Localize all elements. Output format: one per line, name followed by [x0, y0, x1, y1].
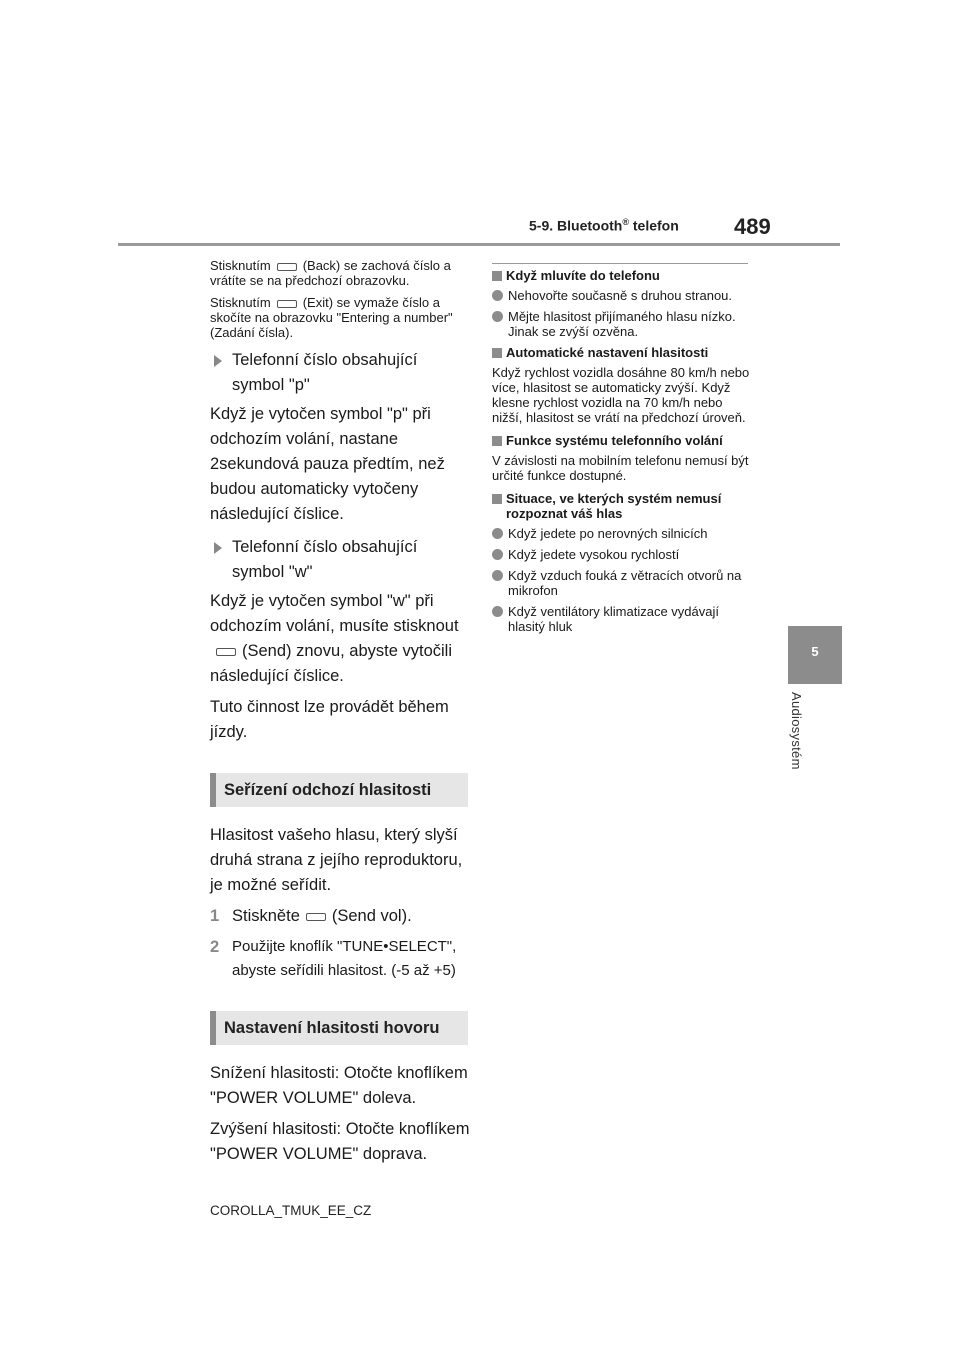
note-heading: Funkce systému telefonního volání [492, 433, 752, 448]
circle-bullet-icon [492, 528, 503, 539]
note-bullet: Mějte hlasitost přijímaného hlasu nízko. Jinak se zvýší ozvěna. [492, 309, 752, 339]
call-volume-increase: Zvýšení hlasitosti: Otočte knoflíkem "POWER VOLUME" doprava. [210, 1120, 470, 1163]
note-heading: Automatické nastavení hlasitosti [492, 345, 752, 360]
note-bullet: Když jedete vysokou rychlostí [492, 547, 752, 562]
document-code: COROLLA_TMUK_EE_CZ [210, 1203, 372, 1218]
note-bullet: Když jedete po nerovných silnicích [492, 526, 752, 541]
square-bullet-icon [492, 494, 502, 504]
chapter-tab-label: Audiosystém [789, 692, 804, 770]
back-note: Stisknutím (Back) se zachová číslo a vrátíte se na předchozí obrazovku. [210, 258, 451, 288]
triangle-bullet-icon [214, 355, 222, 367]
subsection-symbol-p: Telefonní číslo obsahující symbol "p" [210, 348, 472, 398]
note-text: V závislosti na mobilním telefonu nemusí být určité funkce dostupné. [492, 453, 749, 483]
square-bullet-icon [492, 348, 502, 358]
page-number: 489 [734, 214, 771, 239]
note-bullet: Když vzduch fouká z větracích otvorů na mikrofon [492, 568, 752, 598]
send-vol-button-icon [306, 913, 326, 921]
exit-button-icon [277, 300, 297, 308]
note-text: Když rychlost vozidla dosáhne 80 km/h nebo více, hlasitost se automaticky zvýší. Když klesne rychlost vozidla na 70 km/h nebo nižší, hlasitost se vrátí na předchozí úroveň. [492, 365, 750, 425]
section-title: 5-9. Bluetooth® telefon [529, 217, 679, 234]
left-column [210, 258, 472, 1173]
circle-bullet-icon [492, 311, 503, 322]
subsection-symbol-w: Telefonní číslo obsahující symbol "w" [210, 535, 472, 585]
square-bullet-icon [492, 436, 502, 446]
heading-outgoing-volume: Seřízení odchozí hlasitosti [210, 773, 468, 807]
circle-bullet-icon [492, 570, 503, 581]
note-heading: Situace, ve kterých systém nemusí rozpoznat váš hlas [492, 491, 752, 521]
outgoing-volume-text: Hlasitost vašeho hlasu, který slyší druhá strana z jejího reproduktoru, je možné seřídit. [210, 826, 463, 894]
circle-bullet-icon [492, 549, 503, 560]
note-bullet: Když ventilátory klimatizace vydávají hlasitý hluk [492, 604, 752, 634]
chapter-tab-number: 5 [811, 644, 819, 659]
step-1: 1 Stiskněte (Send vol). [210, 907, 412, 925]
send-button-icon [216, 648, 236, 656]
right-column [492, 262, 752, 640]
square-bullet-icon [492, 271, 502, 281]
driving-note: Tuto činnost lze provádět během jízdy. [210, 698, 449, 741]
step-2: 2 Použijte knoflík "TUNE•SELECT", abyste seřídili hlasitost. (-5 až +5) [210, 938, 457, 979]
heading-call-volume: Nastavení hlasitosti hovoru [210, 1011, 468, 1045]
circle-bullet-icon [492, 290, 503, 301]
note-heading: Když mluvíte do telefonu [492, 268, 752, 283]
note-bullet: Nehovořte současně s druhou stranou. [492, 288, 752, 303]
circle-bullet-icon [492, 606, 503, 617]
exit-note: Stisknutím (Exit) se vymaže číslo a skočíte na obrazovku "Entering a number" (Zadání čísla). [210, 295, 453, 340]
triangle-bullet-icon [214, 542, 222, 554]
symbol-w-text: Když je vytočen symbol "w" při odchozím volání, musíte stisknout(Send) znovu, abyste vytočili následující číslice. [210, 592, 459, 685]
symbol-p-text: Když je vytočen symbol "p" při odchozím volání, nastane 2sekundová pauza předtím, než budou automaticky vytočeny následující číslice. [210, 405, 445, 523]
back-button-icon [277, 263, 297, 271]
header-divider [118, 243, 840, 246]
call-volume-decrease: Snížení hlasitosti: Otočte knoflíkem "POWER VOLUME" doleva. [210, 1064, 468, 1107]
